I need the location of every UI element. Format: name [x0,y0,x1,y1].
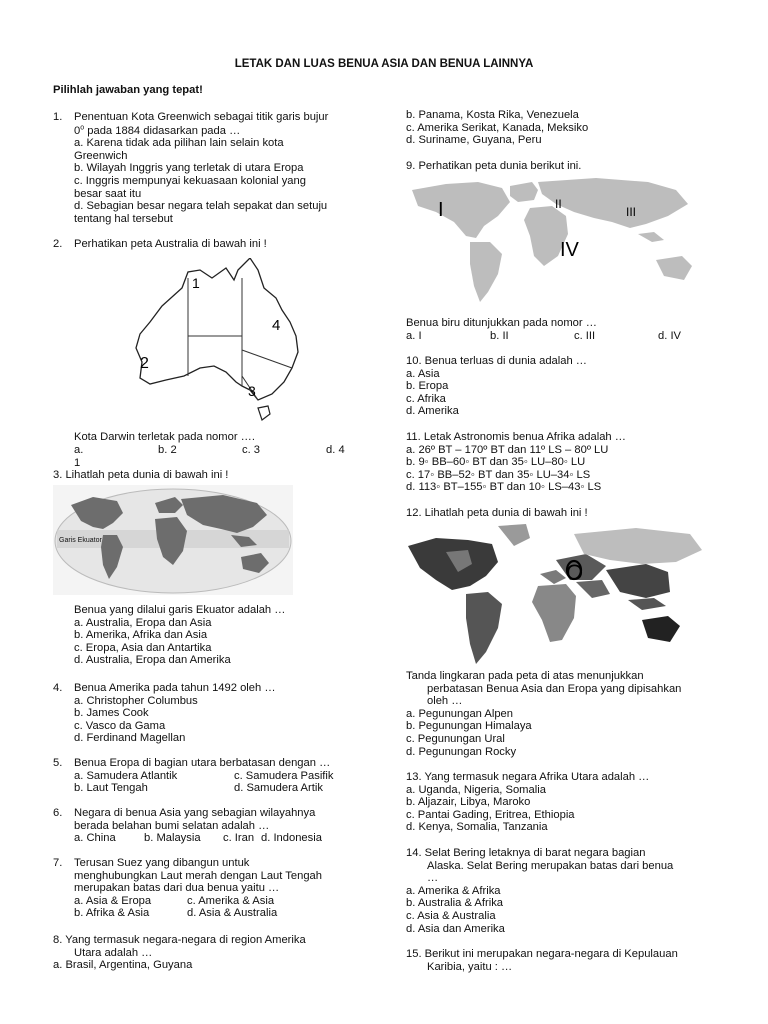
map-label-i: I [438,199,444,221]
option-a: a. Samudera Atlantik [74,769,178,782]
map-label-2: 2 [140,355,149,372]
question-text-line3: merupakan batas dari dua benua yaitu … [74,882,280,895]
question-8 [53,934,306,972]
option-d: d. 4 [326,444,345,456]
question-number: 6. [53,807,63,819]
option-a: a. Karena tidak ada pilihan lain selain kota [74,137,284,150]
option-a: a. Asia [406,367,440,380]
option-a: a. 26º BT – 170º BT dan 11º LS – 80º LU [406,443,609,456]
option-d-cont: tentang hal tersebut [74,212,173,225]
question-text: 15. Berikut ini merupakan negara-negara di Kepulauan [406,948,678,960]
option-a: a. China [74,832,116,845]
question-text: Benua yang dilalui garis Ekuator adalah … [74,604,286,616]
question-text: Benua Eropa di bagian utara berbatasan dengan … [74,757,331,769]
world-map-continents [406,176,706,306]
option-d: d. Australia, Eropa dan Amerika [74,654,231,667]
option-c: c. Afrika [406,392,446,405]
map-label-iii: III [626,205,637,219]
option-b: b. Afrika & Asia [74,907,150,920]
option-a: a. Amerika & Afrika [406,884,501,897]
option-a: a. 1 [74,444,84,469]
question-text: Negara di benua Asia yang sebagian wilayahnya [74,807,316,819]
question-3-text: 3. Lihatlah peta dunia di bawah ini ! [53,469,229,481]
option-d: d. Samudera Artik [234,782,323,795]
question-13 [406,771,649,834]
map-label-iv: IV [560,239,579,261]
question-text: Tanda lingkaran pada peta di atas menunjukkan [406,670,644,682]
question-text-line2: perbatasan Benua Asia dan Eropa yang dipisahkan [427,682,682,695]
option-a: a. Christopher Columbus [74,694,198,707]
option-c: c. 17◦ BB–52◦ BT dan 35◦ LU–34◦ LS [406,468,591,481]
option-b: b. Wilayah Inggris yang terletak di utara Eropa [74,162,304,175]
question-text: 10. Benua terluas di dunia adalah … [406,355,587,367]
option-a-cont: Greenwich [74,149,128,162]
option-c: c. Amerika & Asia [187,894,275,907]
map-label-3: 3 [248,383,256,399]
question-text: Terusan Suez yang dibangun untuk [74,857,250,869]
question-number: 5. [53,757,63,769]
map-label-ii: II [555,197,562,211]
option-c: c. Pantai Gading, Eritrea, Ethiopia [406,808,575,821]
option-d: d. Asia dan Amerika [406,922,505,935]
map-circle-mark: O [566,560,584,585]
question-text: Benua Amerika pada tahun 1492 oleh … [74,682,276,694]
option-d: d. Sebagian besar negara telah sepakat dan setuju [74,200,328,213]
option-b: b. Pegunungan Himalaya [406,720,532,733]
question-10 [406,355,587,418]
option-b: b. II [490,330,509,342]
option-c: c. Samudera Pasifik [234,769,334,782]
option-c: c. III [574,330,596,342]
option-a: a. Australia, Eropa dan Asia [74,616,212,629]
question-text: 13. Yang termasuk negara Afrika Utara adalah … [406,771,650,783]
question-text: Penentuan Kota Greenwich sebagai titik garis bujur [74,111,329,123]
question-text-line2: menghubungkan Laut merah dengan Laut Tengah [74,869,322,882]
question-text-line2: Utara adalah … [74,946,153,959]
question-number: 2. [53,238,63,250]
question-11 [406,431,626,494]
world-map-regions [406,524,706,670]
question-text-line3: oleh … [427,695,463,708]
question-14 [406,847,673,935]
option-c: c. Asia & Australia [406,909,496,922]
option-b: b. 2 [158,444,177,456]
option-d: d. IV [658,330,682,342]
question-text-line2: Karibia, yaitu : … [427,960,513,973]
question-text: 8. Yang termasuk negara-negara di region Amerika [53,934,306,946]
option-c: c. Eropa, Asia dan Antartika [74,641,212,654]
option-b: b. James Cook [74,707,149,720]
option-b: b. Panama, Kosta Rika, Venezuela [406,109,579,121]
page-title: LETAK DAN LUAS BENUA ASIA DAN BENUA LAINNYA [234,58,534,70]
question-text: 11. Letak Astronomis benua Afrika adalah … [406,431,626,443]
option-b: b. Eropa [406,380,449,393]
question-12-text: 12. Lihatlah peta dunia di bawah ini ! [406,507,588,519]
option-b: b. Australia & Afrika [406,897,504,910]
question-3-block [74,604,285,667]
equator-label: Garis Ekuator [59,537,102,544]
option-d: d. Suriname, Guyana, Peru [406,134,542,147]
option-b: b. Amerika, Afrika dan Asia [74,629,208,642]
option-b: b. Laut Tengah [74,782,148,795]
question-8-cont [406,109,588,147]
option-d: d. Asia & Australia [187,907,278,920]
australia-map [130,258,305,424]
question-12-block [406,670,681,758]
world-map-equator [53,485,293,595]
question-number: 7. [53,857,63,869]
question-number: 1. [53,111,63,123]
option-a: a. Uganda, Nigeria, Somalia [406,783,546,796]
option-d: d. Ferdinand Magellan [74,732,186,745]
question-9-prompt: Benua biru ditunjukkan pada nomor … [406,317,597,329]
question-number: 4. [53,682,63,694]
option-b: b. Aljazair, Libya, Maroko [406,796,531,809]
option-c: c. Iran [223,832,255,845]
question-text-line2: berada belahan bumi selatan adalah … [74,819,270,832]
option-d: d. 113◦ BT–155◦ BT dan 10◦ LS–43◦ LS [406,481,602,494]
option-a: a. Pegunungan Alpen [406,707,514,720]
option-d: d. Amerika [406,405,459,418]
option-c: c. Amerika Serikat, Kanada, Meksiko [406,121,589,134]
question-text-line3: … [427,872,439,885]
option-c: c. Vasco da Gama [74,719,166,732]
option-a: a. Asia & Eropa [74,894,152,907]
question-15 [406,948,678,973]
question-9-text: 9. Perhatikan peta dunia berikut ini. [406,160,582,172]
question-text: Perhatikan peta Australia di bawah ini ! [74,238,267,250]
option-c: c. 3 [242,444,261,456]
option-d: d. Indonesia [261,832,322,845]
map-label-1: 1 [192,275,200,291]
instruction: Pilihlah jawaban yang tepat! [53,84,203,96]
question-9-options [406,330,706,343]
question-text-line2: Alaska. Selat Bering merupakan batas dari benua [427,859,674,872]
map-label-4: 4 [272,317,281,334]
option-a: a. I [406,330,422,342]
option-c-cont: besar saat itu [74,187,142,200]
question-text: 14. Selat Bering letaknya di barat negara bagian [406,847,646,859]
option-b: b. Malaysia [144,832,201,845]
question-text-line2: 0$^o$ pada 1884 didasarkan pada … [74,123,241,137]
option-a: a. Brasil, Argentina, Guyana [53,959,193,972]
option-d: d. Pegunungan Rocky [406,745,517,758]
question-2-prompt: Kota Darwin terletak pada nomor …. [74,431,255,443]
option-c: c. Inggris mempunyai kekuasaan kolonial yang [74,174,306,187]
option-c: c. Pegunungan Ural [406,732,505,745]
option-d: d. Kenya, Somalia, Tanzania [406,821,548,834]
option-b: b. 9◦ BB–60◦ BT dan 35◦ LU–80◦ LU [406,456,586,469]
